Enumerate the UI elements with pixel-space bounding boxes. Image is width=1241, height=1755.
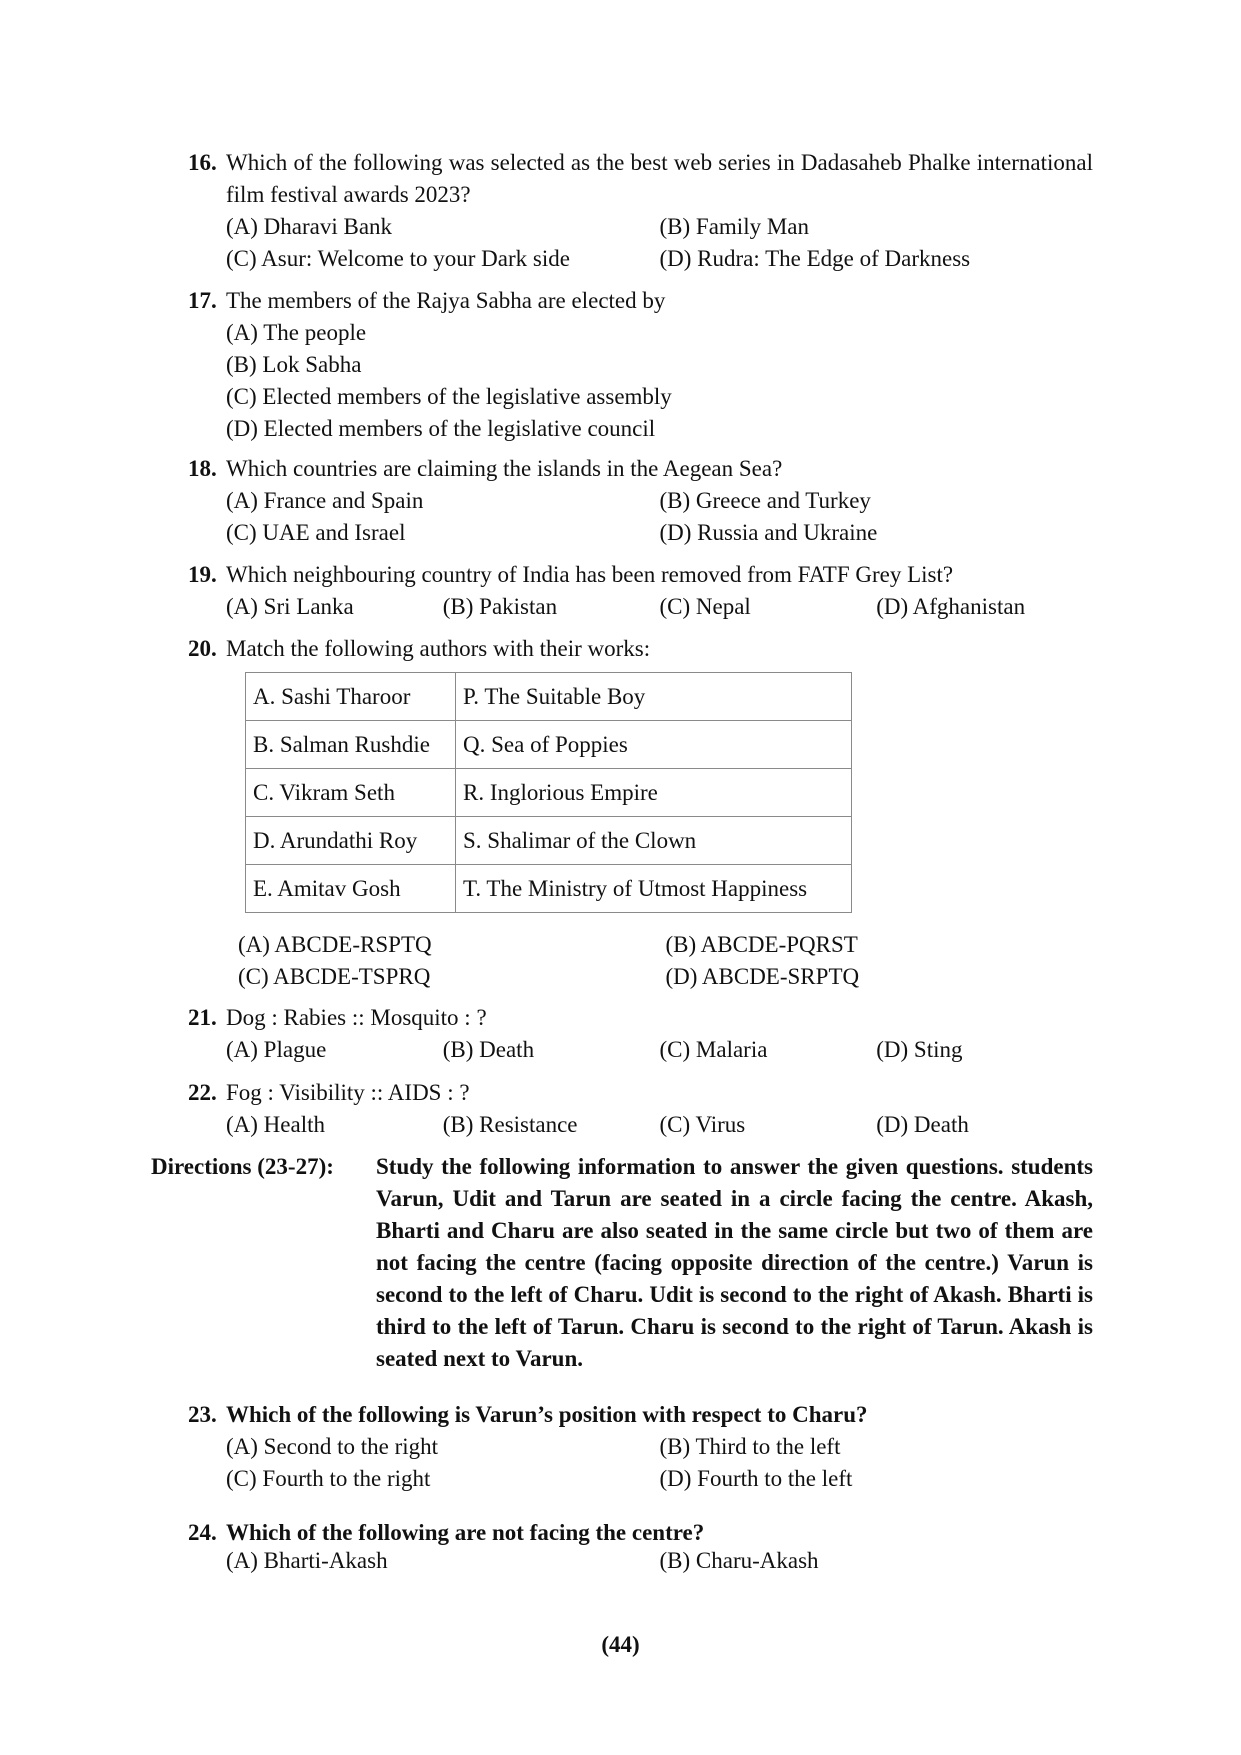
option-b: (B) ABCDE-PQRST	[665, 932, 858, 957]
question-text: The members of the Rajya Sabha are elected by	[226, 288, 666, 313]
question-23	[188, 1399, 1093, 1495]
option-c: (C) UAE and Israel	[226, 520, 406, 545]
question-18	[188, 453, 1093, 549]
question-number: 21.	[188, 1005, 217, 1030]
work-cell: R. Inglorious Empire	[456, 769, 852, 817]
question-number: 23.	[188, 1402, 217, 1427]
option-b: (B) Family Man	[659, 214, 809, 239]
author-cell: A. Sashi Tharoor	[246, 673, 456, 721]
option-a: (A) France and Spain	[226, 488, 424, 513]
table-row	[246, 721, 852, 769]
options	[226, 591, 1093, 623]
question-20	[188, 633, 1093, 665]
options	[226, 1431, 1093, 1495]
question-text: Which countries are claiming the islands in the Aegean Sea?	[226, 456, 783, 481]
option-b: (B) Lok Sabha	[226, 352, 362, 377]
options	[226, 1034, 1093, 1066]
option-a: (A) The people	[226, 320, 367, 345]
question-number: 18.	[188, 456, 217, 481]
question-16	[188, 147, 1093, 275]
work-cell: S. Shalimar of the Clown	[456, 817, 852, 865]
option-c: (C) Asur: Welcome to your Dark side	[226, 246, 570, 271]
option-c: (C) Virus	[659, 1112, 746, 1137]
option-d: (D) Russia and Ukraine	[659, 520, 878, 545]
option-b: (B) Greece and Turkey	[659, 488, 871, 513]
options	[226, 211, 1093, 275]
question-number: 17.	[188, 288, 217, 313]
option-a: (A) Dharavi Bank	[226, 214, 393, 239]
option-c: (C) Malaria	[659, 1037, 768, 1062]
question-number: 24.	[188, 1520, 217, 1545]
author-cell: D. Arundathi Roy	[246, 817, 456, 865]
question-20-options	[238, 929, 1093, 993]
work-cell: P. The Suitable Boy	[456, 673, 852, 721]
option-c: (C) Elected members of the legislative assembly	[226, 384, 672, 409]
question-text: Match the following authors with their works:	[226, 636, 651, 661]
question-text: Which neighbouring country of India has been removed from FATF Grey List?	[226, 562, 954, 587]
page-number: (44)	[601, 1632, 640, 1657]
question-number: 19.	[188, 562, 217, 587]
option-d: (D) Sting	[876, 1037, 963, 1062]
option-d: (D) Elected members of the legislative council	[226, 416, 656, 441]
question-17	[188, 285, 1093, 445]
options	[226, 1109, 1093, 1141]
directions-label: Directions (23-27):	[151, 1154, 334, 1179]
table-row	[246, 817, 852, 865]
option-a: (A) Health	[226, 1112, 325, 1137]
option-c: (C) Nepal	[659, 594, 751, 619]
question-text: Which of the following was selected as the best web series in Dadasaheb Phalke international film festival awards 2023?	[226, 150, 1093, 207]
question-text: Fog : Visibility :: AIDS : ?	[226, 1080, 470, 1105]
options	[226, 485, 1093, 549]
option-b: (B) Resistance	[442, 1112, 578, 1137]
question-text: Which of the following is Varun’s position with respect to Charu?	[226, 1402, 868, 1427]
author-cell: B. Salman Rushdie	[246, 721, 456, 769]
option-b: (B) Third to the left	[659, 1434, 841, 1459]
question-22	[188, 1077, 1093, 1141]
option-d: (D) Rudra: The Edge of Darkness	[659, 246, 971, 271]
table-row	[246, 673, 852, 721]
work-cell: Q. Sea of Poppies	[456, 721, 852, 769]
option-a: (A) Bharti-Akash	[226, 1548, 388, 1573]
table-row	[246, 769, 852, 817]
option-b: (B) Death	[442, 1037, 535, 1062]
options	[226, 1547, 1093, 1575]
author-cell: E. Amitav Gosh	[246, 865, 456, 913]
work-cell: T. The Ministry of Utmost Happiness	[456, 865, 852, 913]
option-a: (A) Sri Lanka	[226, 594, 354, 619]
question-19	[188, 559, 1093, 623]
question-number: 22.	[188, 1080, 217, 1105]
option-d: (D) Afghanistan	[876, 594, 1026, 619]
question-text: Dog : Rabies :: Mosquito : ?	[226, 1005, 487, 1030]
question-number: 16.	[188, 150, 217, 175]
option-c: (C) ABCDE-TSPRQ	[238, 964, 431, 989]
options	[226, 317, 1093, 445]
match-table	[245, 672, 852, 913]
option-a: (A) Plague	[226, 1037, 327, 1062]
option-a: (A) ABCDE-RSPTQ	[238, 932, 432, 957]
option-d: (D) Death	[876, 1112, 969, 1137]
table-row	[246, 865, 852, 913]
question-text: Which of the following are not facing the centre?	[226, 1520, 705, 1545]
option-c: (C) Fourth to the right	[226, 1466, 431, 1491]
option-d: (D) ABCDE-SRPTQ	[665, 964, 860, 989]
directions-text: Study the following information to answer the given questions. students Varun, Udit and Tarun are seated in a circle facing the centre. Akash, Bharti and Charu are also seated in the same circle but two of them are not facing the centre (facing opposite direction of the centre.) Varun is second to the left of Charu. Udit is second to the right of Akash. Bharti is third to the left of Tarun. Charu is second to the right of Tarun. Akash is seated next to Varun.	[376, 1154, 1093, 1371]
question-number: 20.	[188, 636, 217, 661]
question-24	[188, 1519, 1093, 1575]
question-21	[188, 1002, 1093, 1066]
option-b: (B) Pakistan	[442, 594, 558, 619]
author-cell: C. Vikram Seth	[246, 769, 456, 817]
option-a: (A) Second to the right	[226, 1434, 439, 1459]
option-d: (D) Fourth to the left	[659, 1466, 853, 1491]
option-b: (B) Charu-Akash	[659, 1548, 819, 1573]
